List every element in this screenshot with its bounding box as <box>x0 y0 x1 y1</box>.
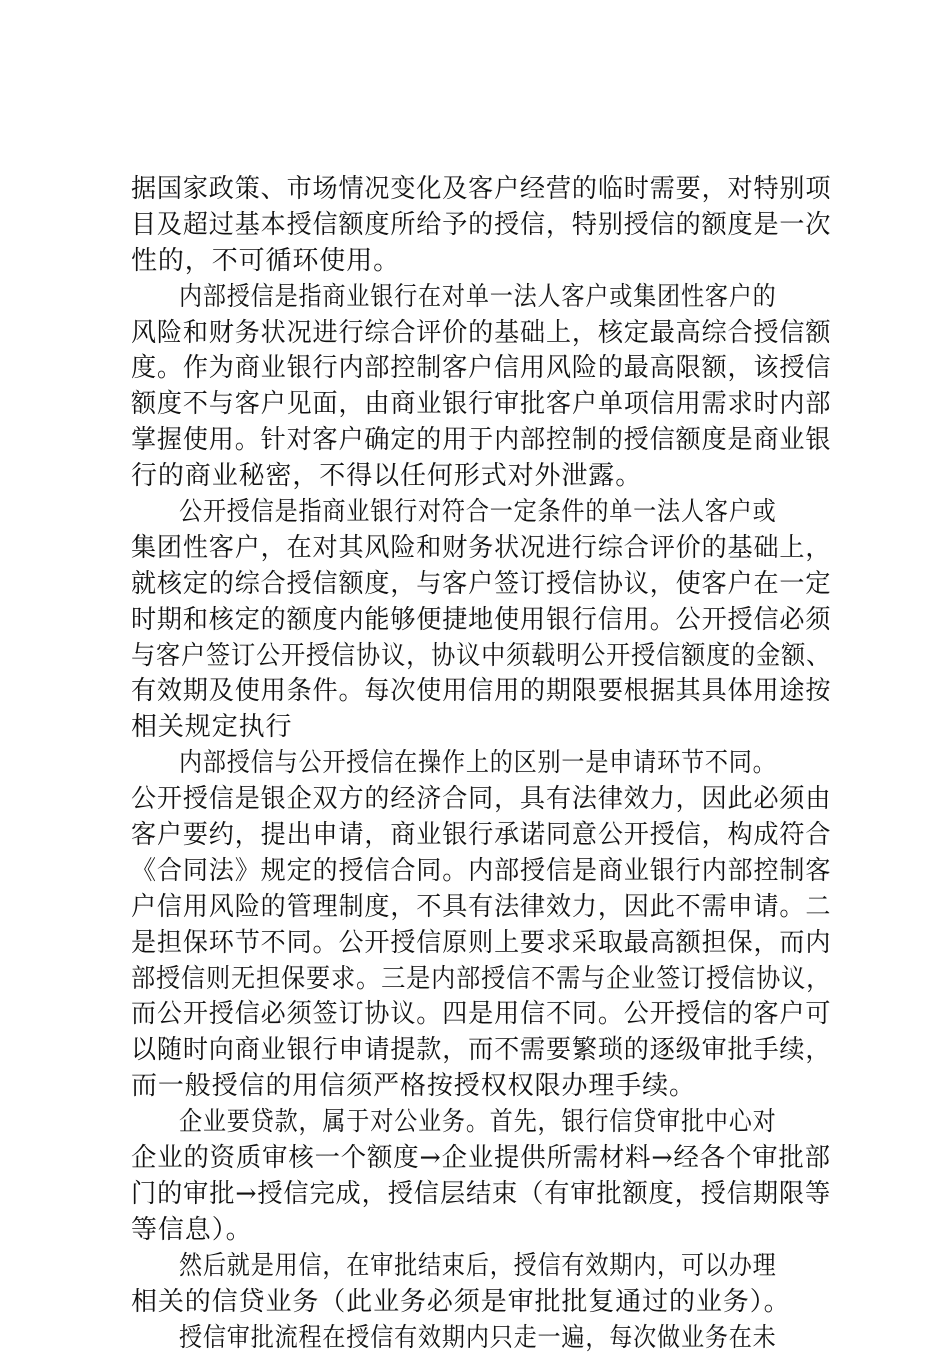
text-line: 而公开授信必须签订协议。四是用信不同。公开授信的客户可 <box>131 997 806 1033</box>
text-line: 而一般授信的用信须严格按授权权限办理手续。 <box>131 1069 831 1105</box>
text-line: 掌握使用。针对客户确定的用于内部控制的授信额度是商业银 <box>131 423 806 459</box>
text-line: 就核定的综合授信额度，与客户签订授信协议，使客户在一定 <box>131 567 806 603</box>
text-line: 行的商业秘密，不得以任何形式对外泄露。 <box>131 459 831 495</box>
text-line: 以随时向商业银行申请提款，而不需要繁琐的逐级审批手续， <box>131 1033 806 1069</box>
text-line: 相关的信贷业务（此业务必须是审批批复通过的业务）。 <box>131 1285 831 1321</box>
text-line: 与客户签订公开授信协议，协议中须载明公开授信额度的金额、 <box>131 639 782 675</box>
text-line: 相关规定执行 <box>131 710 831 746</box>
text-line: 《合同法》规定的授信合同。内部授信是商业银行内部控制客 <box>131 854 806 890</box>
paragraph-first-line: 公开授信是指商业银行对符合一定条件的单一法人客户或 <box>131 495 753 531</box>
text-line: 目及超过基本授信额度所给予的授信，特别授信的额度是一次 <box>131 208 806 244</box>
text-line: 是担保环节不同。公开授信原则上要求采取最高额担保，而内 <box>131 926 806 962</box>
text-line: 公开授信是银企双方的经济合同，具有法律效力，因此必须由 <box>131 782 806 818</box>
paragraph-first-line: 然后就是用信，在审批结束后，授信有效期内，可以办理 <box>131 1249 753 1285</box>
text-line: 集团性客户，在对其风险和财务状况进行综合评价的基础上， <box>131 531 806 567</box>
text-line: 度。作为商业银行内部控制客户信用风险的最高限额，该授信 <box>131 351 806 387</box>
text-line: 时期和核定的额度内能够便捷地使用银行信用。公开授信必须 <box>131 603 806 639</box>
text-line: 部授信则无担保要求。三是内部授信不需与企业签订授信协议， <box>131 962 782 998</box>
text-line: 企业的资质审核一个额度→企业提供所需材料→经各个审批部 <box>131 1141 813 1177</box>
text-line: 等信息）。 <box>131 1213 831 1249</box>
text-line: 额度不与客户见面，由商业银行审批客户单项信用需求时内部 <box>131 387 806 423</box>
text-line: 有效期及使用条件。每次使用信用的期限要根据其具体用途按 <box>131 674 806 710</box>
text-line: 风险和财务状况进行综合评价的基础上，核定最高综合授信额 <box>131 316 806 352</box>
text-line: 门的审批→授信完成，授信层结束（有审批额度，授信期限等 <box>131 1177 810 1213</box>
text-line: 户信用风险的管理制度，不具有法律效力，因此不需申请。二 <box>131 890 806 926</box>
text-line: 性的，不可循环使用。 <box>131 244 831 280</box>
text-line: 客户要约，提出申请，商业银行承诺同意公开授信，构成符合 <box>131 818 806 854</box>
body-text <box>131 172 831 1356</box>
paragraph-first-line: 企业要贷款，属于对公业务。首先，银行信贷审批中心对 <box>131 1105 753 1141</box>
text-line: 据国家政策、市场情况变化及客户经营的临时需要，对特别项 <box>131 172 806 208</box>
paragraph-first-line: 内部授信是指商业银行在对单一法人客户或集团性客户的 <box>131 280 753 316</box>
paragraph-first-line: 内部授信与公开授信在操作上的区别一是申请环节不同。 <box>131 746 753 782</box>
paragraph-first-line: 授信审批流程在授信有效期内只走一遍，每次做业务在未 <box>131 1321 753 1356</box>
